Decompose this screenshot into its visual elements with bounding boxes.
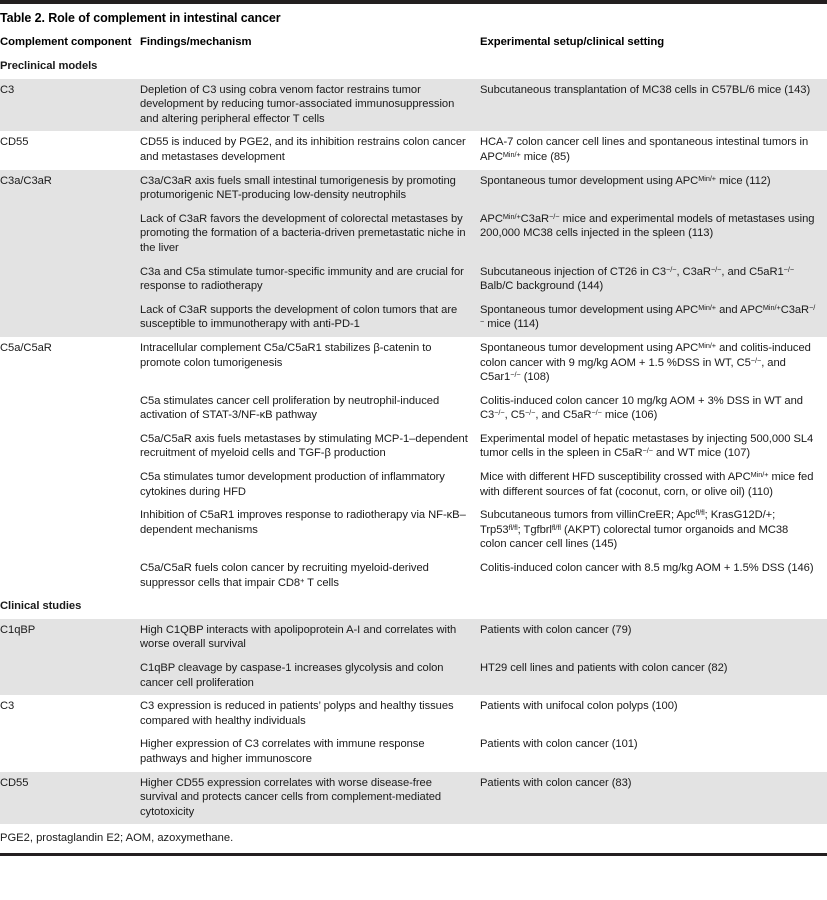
cell-complement-component: C3 (0, 79, 140, 132)
cell-findings-mechanism: C3 expression is reduced in patients’ polyps and healthy tissues compared with healthy individuals (140, 695, 480, 733)
table-footnote: PGE2, prostaglandin E2; AOM, azoxymethane. (0, 824, 827, 853)
cell-findings-mechanism: CD55 is induced by PGE2, and its inhibition restrains colon cancer and metastases development (140, 131, 480, 169)
cell-findings-mechanism: C5a stimulates cancer cell proliferation by neutrophil-induced activation of STAT-3/NF-κB pathway (140, 390, 480, 428)
table-row (0, 337, 827, 390)
cell-experimental-setup: Patients with colon cancer (101) (480, 733, 827, 771)
column-header-component: Complement component (0, 36, 132, 48)
table-caption: Table 2. Role of complement in intestinal cancer (0, 11, 281, 25)
cell-experimental-setup: Patients with colon cancer (83) (480, 772, 827, 825)
cell-findings-mechanism: High C1QBP interacts with apolipoprotein A-I and correlates with worse overall survival (140, 619, 480, 657)
complement-table (0, 34, 827, 824)
cell-complement-component (0, 428, 140, 466)
cell-findings-mechanism: Higher CD55 expression correlates with worse disease-free survival and protects cancer cells from complement-mediated cytotoxicity (140, 772, 480, 825)
table-row (0, 208, 827, 261)
table-bottom-rule (0, 853, 827, 856)
cell-findings-mechanism: Depletion of C3 using cobra venom factor restrains tumor development by reducing tumor-associated immunosuppression and altering peripheral effector T cells (140, 79, 480, 132)
clinical-rows (0, 619, 827, 825)
table-row (0, 619, 827, 657)
cell-experimental-setup: Spontaneous tumor development using $APC^{Min/+}$ and $APC^{Min/+}C3aR^{-/-}$ mice (114) (480, 299, 827, 337)
cell-complement-component (0, 466, 140, 504)
cell-findings-mechanism: C3a and C5a stimulate tumor-specific immunity and are crucial for response to radiotherapy (140, 261, 480, 299)
header-row (0, 34, 827, 55)
cell-experimental-setup: Colitis-induced colon cancer with 8.5 mg/kg AOM + 1.5% DSS (146) (480, 557, 827, 595)
preclinical-rows (0, 79, 827, 596)
section-row-preclinical (0, 55, 827, 79)
table-row (0, 695, 827, 733)
cell-experimental-setup: Colitis-induced colon cancer 10 mg/kg AOM + 3% DSS in WT and C3−/−, C5−/−, and C5aR−/− mice (106) (480, 390, 827, 428)
cell-complement-component (0, 557, 140, 595)
cell-complement-component (0, 299, 140, 337)
cell-complement-component (0, 657, 140, 695)
table-row (0, 466, 827, 504)
cell-complement-component (0, 504, 140, 557)
cell-complement-component: C1qBP (0, 619, 140, 657)
cell-experimental-setup: Spontaneous tumor development using $APC^{Min/+}$ mice (112) (480, 170, 827, 208)
cell-findings-mechanism: Inhibition of C5aR1 improves response to radiotherapy via NF-κB–dependent mechanisms (140, 504, 480, 557)
cell-experimental-setup: Patients with unifocal colon polyps (100) (480, 695, 827, 733)
cell-experimental-setup: Experimental model of hepatic metastases by injecting 500,000 SL4 tumor cells in the spleen in C5aR−/− and WT mice (107) (480, 428, 827, 466)
table-row (0, 504, 827, 557)
cell-experimental-setup: Patients with colon cancer (79) (480, 619, 827, 657)
cell-findings-mechanism: C5a/C5aR fuels colon cancer by recruiting myeloid-derived suppressor cells that impair CD8+ T cells (140, 557, 480, 595)
cell-findings-mechanism: C1qBP cleavage by caspase-1 increases glycolysis and colon cancer cell proliferation (140, 657, 480, 695)
cell-complement-component (0, 208, 140, 261)
table-body-preclinical (0, 55, 827, 79)
cell-experimental-setup: Spontaneous tumor development using $APC^{Min/+}$ and colitis-induced colon cancer with 9 mg/kg AOM + 1.5 %DSS in WT, C5−/−, and C5ar1−/− (108) (480, 337, 827, 390)
table-body-clinical-head (0, 595, 827, 619)
cell-experimental-setup: HCA-7 colon cancer cell lines and spontaneous intestinal tumors in $APC^{Min/+}$ mice (85) (480, 131, 827, 169)
cell-experimental-setup: $APC^{Min/+}C3aR^{-/-}$ mice and experimental models of metastases using 200,000 MC38 cells injected in the spleen (113) (480, 208, 827, 261)
table-row (0, 390, 827, 428)
cell-experimental-setup: HT29 cell lines and patients with colon cancer (82) (480, 657, 827, 695)
cell-experimental-setup: Subcutaneous transplantation of MC38 cells in C57BL/6 mice (143) (480, 79, 827, 132)
section-label-clinical: Clinical studies (0, 595, 827, 619)
section-label-preclinical: Preclinical models (0, 55, 827, 79)
section-row-clinical (0, 595, 827, 619)
cell-experimental-setup: Subcutaneous injection of CT26 in C3−/−, C3aR−/−, and C5aR1−/− Balb/C background (144) (480, 261, 827, 299)
cell-complement-component (0, 390, 140, 428)
table-row (0, 299, 827, 337)
cell-complement-component: CD55 (0, 131, 140, 169)
cell-findings-mechanism: Higher expression of C3 correlates with immune response pathways and higher immunoscore (140, 733, 480, 771)
table-row (0, 131, 827, 169)
cell-complement-component: C3a/C3aR (0, 170, 140, 208)
column-header-findings: Findings/mechanism (140, 36, 252, 48)
table-row (0, 428, 827, 466)
table-head (0, 34, 827, 55)
cell-findings-mechanism: Lack of C3aR supports the development of colon tumors that are susceptible to immunotherapy with anti-PD-1 (140, 299, 480, 337)
cell-findings-mechanism: C5a/C5aR axis fuels metastases by stimulating MCP-1–dependent recruitment of myeloid cells and TGF-β production (140, 428, 480, 466)
table-row (0, 261, 827, 299)
cell-findings-mechanism: Intracellular complement C5a/C5aR1 stabilizes β-catenin to promote colon tumorigenesis (140, 337, 480, 390)
cell-complement-component: CD55 (0, 772, 140, 825)
table-row (0, 557, 827, 595)
column-header-setup: Experimental setup/clinical setting (480, 36, 665, 48)
cell-findings-mechanism: C5a stimulates tumor development production of inflammatory cytokines during HFD (140, 466, 480, 504)
cell-experimental-setup: Mice with different HFD susceptibility crossed with $APC^{Min/+}$ mice fed with different sources of fat (coconut, corn, or olive oil) (110) (480, 466, 827, 504)
cell-experimental-setup: Subcutaneous tumors from villinCreER; Apc$^{fl/fl}$; KrasG12D/+; $Trp53^{fl/fl}$; Tgfbrl$^{fl/fl}$ (AKPT) colorectal tumor organoids and MC38 colon cancer cell lines (145) (480, 504, 827, 557)
cell-findings-mechanism: Lack of C3aR favors the development of colorectal metastases by promoting the formation of a bacteria-driven premetastatic niche in the liver (140, 208, 480, 261)
cell-findings-mechanism: C3a/C3aR axis fuels small intestinal tumorigenesis by promoting protumorigenic NET-producing low-density neutrophils (140, 170, 480, 208)
cell-complement-component (0, 733, 140, 771)
cell-complement-component: C5a/C5aR (0, 337, 140, 390)
table-row (0, 733, 827, 771)
cell-complement-component: C3 (0, 695, 140, 733)
table-row (0, 170, 827, 208)
table-row (0, 657, 827, 695)
table-row (0, 79, 827, 132)
table-row (0, 772, 827, 825)
cell-complement-component (0, 261, 140, 299)
